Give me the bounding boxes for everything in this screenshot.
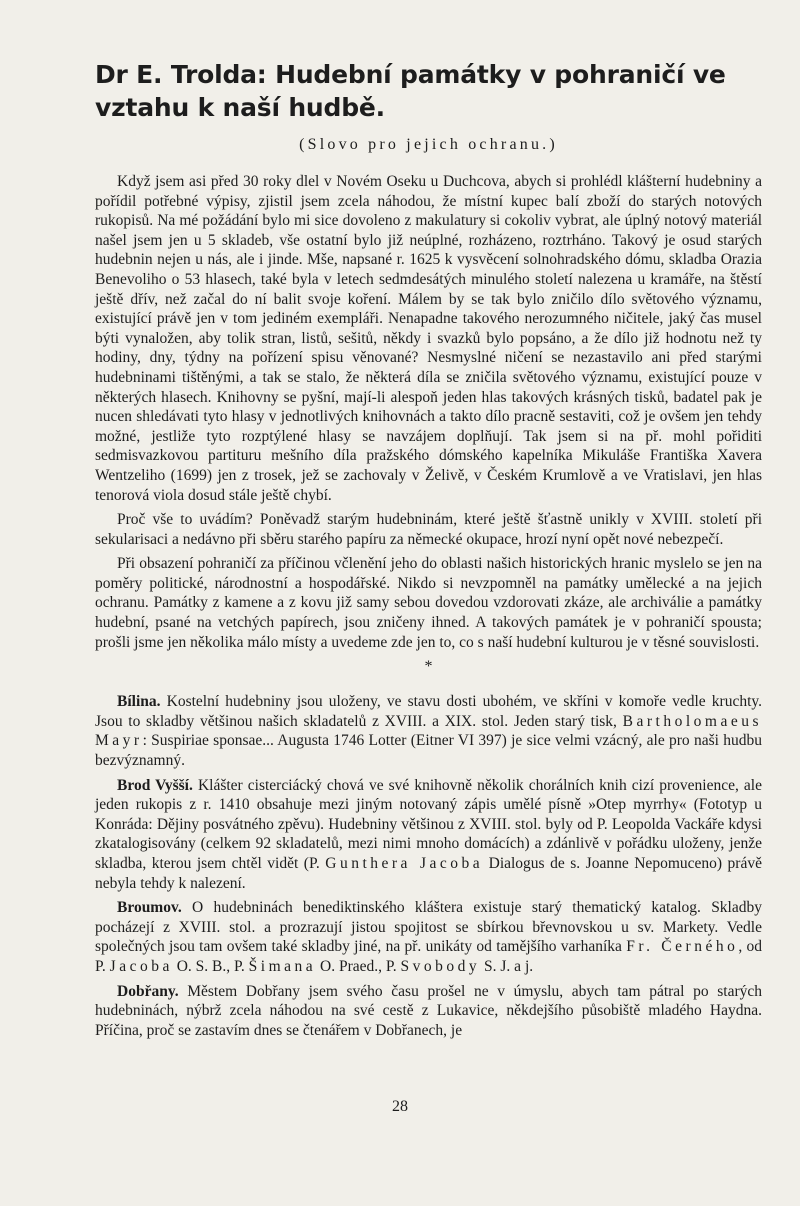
place-entry (95, 776, 762, 894)
spaced-name: Svobody (400, 957, 481, 975)
entry-text: O hudebninách benediktinského kláštera existuje starý thematický katalog. Skladby pocházejí z XVIII. stol. a prozrazují jistou spojitost se sbírkou břevnovskou u sv. Markety. Vedle společných jsou tam ovšem také skladby jiné, na př. unikáty od tamějšího varhaníka (95, 899, 762, 956)
intro-paragraph: Proč vše to uvádím? Poněvadž starým hudebninám, které ještě šťastně unikly v XVIII. století při sekularisaci a nedávno při sběru starého papíru za německé okupace, hrozí nyní opět nové nebezpečí. (95, 511, 762, 548)
entry-text: Klášter cisterciácký chová ve své knihovně několik chorálních knih cizí provenience, ale jeden rukopis z r. 1410 obsahuje mezi jiným notovaný zápis umělé písně »Otep myrrhy« (Fototyp u Konráda: Dějiny posvátného zpěvu). Hudebniny většinou z XVIII. stol. byly od P. Leopolda Vackáře kdysi zkatalogisovány (celkem 92 skladatelů, mezi nimi mnoho domácích) a zdánlivě v pořádku uloženy, jenže skladba, kterou jsem chtěl vidět (P. (95, 776, 762, 872)
spaced-name: Gunthera Jacoba (325, 855, 484, 872)
place-heading: Bílina. (117, 693, 161, 711)
entry-text: O. S. B., P. (172, 957, 249, 975)
entry-text: Městem Dobřany jsem svého času prošel ne v úmyslu, abych tam pátral po starých hudebninách, nýbrž zcela náhodou na své cestě z Lukavice, někdejšího působiště mladého Haydna. Příčina, proč se zastavím dnes se čtenářem v Dobřanech, je (95, 982, 762, 1039)
section-separator: * (424, 658, 433, 676)
place-entry (95, 692, 762, 770)
intro-paragraph: Když jsem asi před 30 roky dlel v Novém Oseku u Duchcova, abych si prohlédl klášterní hudebniny a pořídil potřebné výpisy, zjistil jsem zcela náhodou, že místní kupec balí zboží do starých notových rukopisů. Na mé požádání bylo mi sice dovoleno z makulatury si cokoliv vybrat, ale úplný notový materiál našel jsem jen u 5 skladeb, vše ostatní bylo již neúplné, rozházeno, roztrháno. Takový je osud starých hudebnin nejen u nás, ale i jinde. Mše, napsané r. 1625 k vysvěcení solnohradského dómu, skladba Orazia Benevoliho o 53 hlasech, také byla v letech sedmdesátých minulého století nalezena u kramáře, na štěstí ještě dřív, než začal do ní balit svoje koření. Málem by se tak bylo zničilo dílo světového významu, existující právě jen v tom jediném exempláři. Nenapadne takového nerozumného ničitele, jaký čas musel býti vynaložen, aby tolik stran, listů, sešitů, někdy i svazků bylo popsáno, a že dílo již hodnotu než ty hodiny, dny, týdny na pořízení spisu věnované? Nesmyslné ničení se nezastavilo ani před starými hudebninami tištěnými, a tak se stalo, že některá díla se zničila světového významu, existující pouze v některých hlasech. Knihovny se pyšní, mají-li alespoň jeden hlas takových krásných tisků, badatel pak je nucen shledávati tyto hlasy v jednotlivých knihovnách a takto dílo pracně sestaviti, což je ovšem jen tehdy možné, jestliže tyto rozptýlené hlasy se navzájem doplňují. Tak jsem si na př. mohl pořiditi sedmisvazkovou partituru mešního díla pražského dómského kapelníka Mikuláše Františka Xavera Wentzeliho (1699) jen z trosek, jež se zachovaly v Želivě, v Českém Krumlově a ve Vratislavi, jen hlas tenorová viola dosud stále ještě chybí. (95, 173, 762, 504)
page-number: 28 (392, 1098, 408, 1115)
spaced-name: Jacoba (109, 957, 173, 975)
entry-text: Kostelní hudebniny jsou uloženy, ve stavu dosti ubohém, ve skříni v komoře vedle kruchty. Jsou to skladby většinou našich skladatelů z XVIII. a XIX. stol. Jeden starý tisk, (95, 693, 762, 730)
place-entry (95, 982, 762, 1041)
place-heading: Brod Vyšší. (117, 776, 193, 794)
intro-paragraph: Při obsazení pohraničí za příčinou včlenění jeho do oblasti našich historických hranic myslelo se jen na poměry politické, národnostní a hospodářské. Nikdo si nevzpomněl na památky umělecké a na jejich ochranu. Památky z kamene a z kovu již samy sebou dovedou vzdorovati zkáze, ale archiválie a památky hudební, psané na vetchých papírech, jsou zničeny ihned. A takových památek je v pohraničí spousta; prošli jsme jen několika málo místy a uvedeme zde jen to, co s naší hudební kulturou je v těsné souvislosti. (95, 555, 762, 651)
entry-text: : Suspiriae sponsae... Augusta 1746 Lotter (Eitner VI 397) je sice velmi vzácný, ale pro naši hudbu bezvýznamný. (95, 732, 762, 770)
entry-text: O. Praed., P. (316, 957, 401, 975)
place-entry (95, 898, 762, 976)
place-heading: Dobřany. (117, 982, 179, 1000)
spaced-name: Bartholomaeus Mayr (95, 712, 762, 750)
entry-text: , od P. (95, 938, 763, 975)
article-title: Dr E. Trolda: Hudební památky v pohraničí ve vztahu k naší hudbě. (95, 60, 726, 122)
place-entries (95, 692, 762, 1040)
entry-text: Dialogus de s. Joanne Nepomuceno) právě nebyla tehdy k nalezení. (95, 855, 762, 892)
article-subtitle: (Slovo pro jejich ochranu.) (299, 136, 558, 153)
spaced-name: Fr. Černého (626, 938, 739, 956)
spaced-name: Šimana (248, 957, 317, 975)
place-heading: Broumov. (117, 899, 182, 917)
entry-text: S. J. a j. (480, 957, 534, 975)
intro-section (95, 172, 762, 652)
